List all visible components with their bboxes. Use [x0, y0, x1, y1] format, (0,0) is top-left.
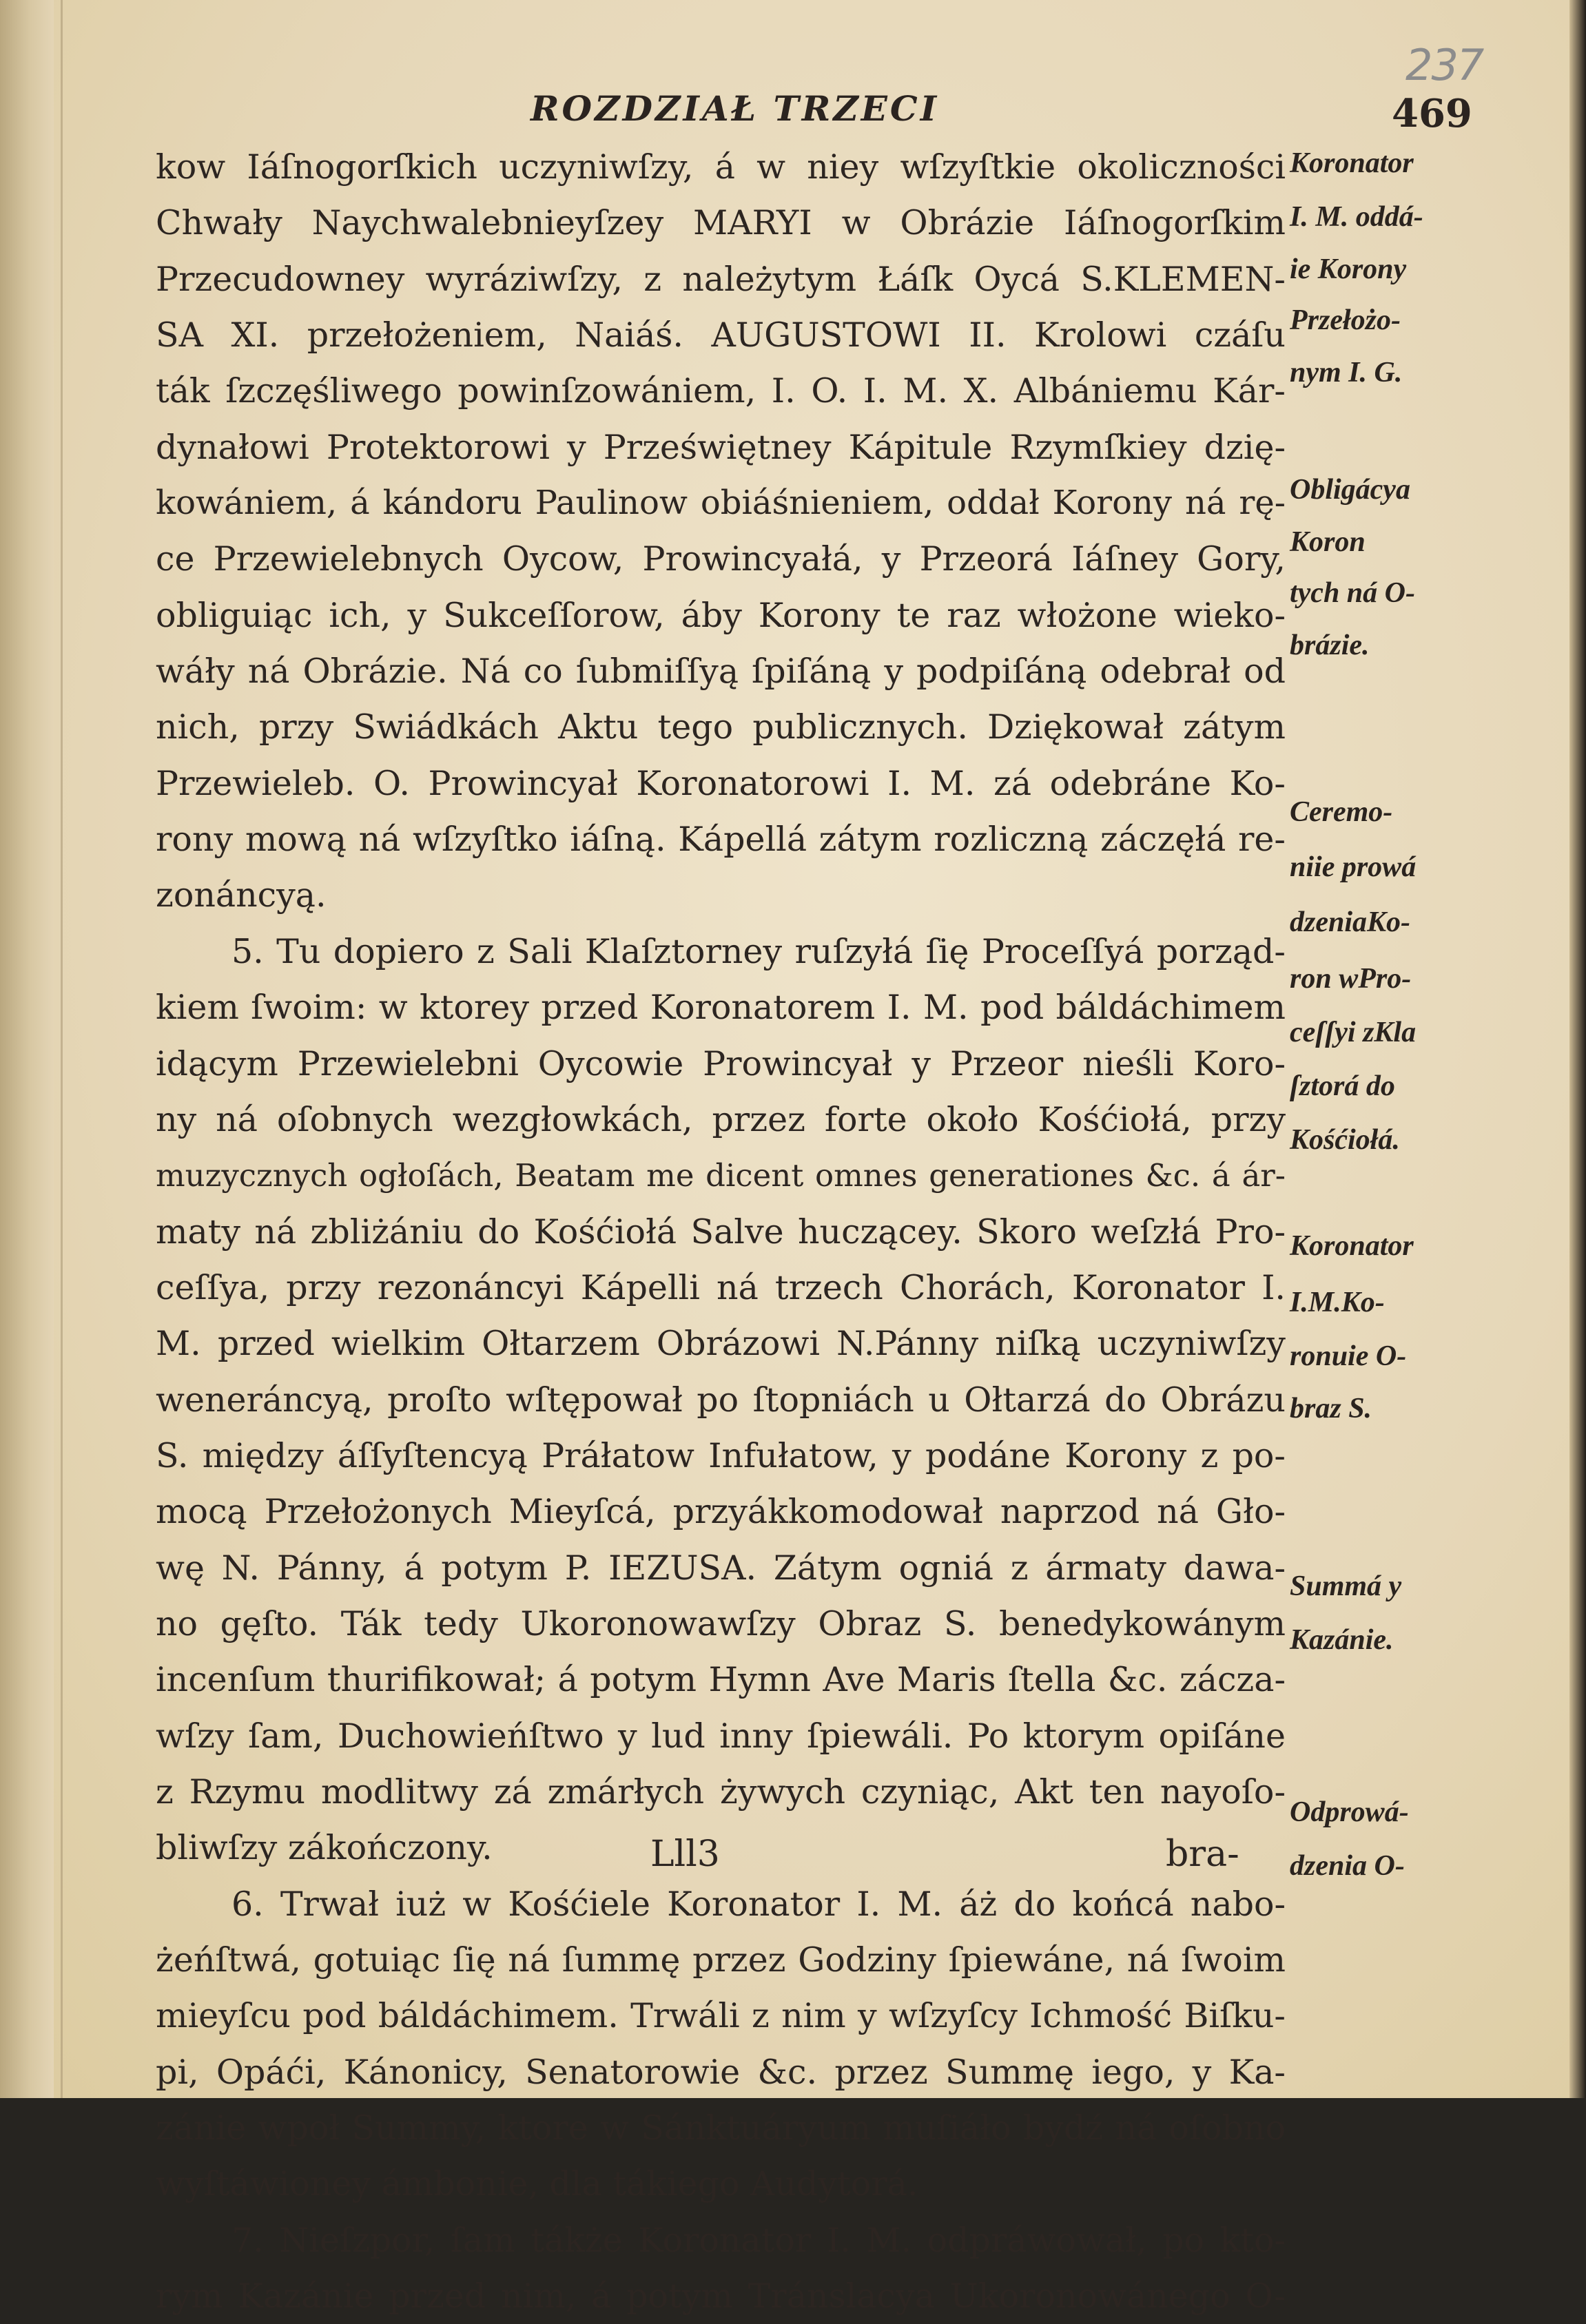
text-line: z Rzymu modlitwy zá zmárłych żywych czyniąc, Akt ten nayoſo- [156, 1772, 1286, 1812]
text-line: maty ná zbliżániu do Kośćiołá Salve huczącey. Skoro weſzłá Pro- [156, 1212, 1286, 1252]
text-line: obliguiąc ich, y Sukceſſorow, áby Korony te raz włożone wieko- [156, 595, 1286, 635]
margin-note: tych ná O- [1290, 577, 1415, 609]
text-line: wę N. Pánny, á potym P. IEZUSA. Zátym ogniá z ármaty dawa- [156, 1548, 1286, 1588]
text-line: SA XI. przełożeniem, Naiáś. AUGUSTOWI II. Krolowi czáſu [156, 315, 1286, 355]
margin-note: dzenia O- [1290, 1850, 1405, 1882]
margin-note: Kośćiołá. [1290, 1124, 1400, 1156]
text-line: Przecudowney wyráziwſzy, z należytym Łáſk Oycá S.KLEMEN- [156, 259, 1286, 299]
running-head: ROZDZIAŁ TRZECI [531, 88, 940, 129]
pencil-folio-number: 237 [1405, 40, 1483, 90]
text-line: idącym Przewielebni Oycowie Prowincyał y Przeor nieśli Koro- [156, 1044, 1286, 1083]
text-line: weneráncyą, proſto wſtępował po ſtopniách u Ołtarzá do Obrázu [156, 1380, 1286, 1420]
gutter-line [61, 0, 63, 2098]
text-line: dynałowi Protektorowi y Przeświętney Kápitule Rzymſkiey dzię- [156, 427, 1286, 467]
text-line: kiem ſwoim: w ktorey przed Koronatorem I. M. pod báldáchimem [156, 988, 1286, 1028]
text-line: wſzy ſam, Duchowieńſtwo y lud inny ſpiewáli. Po ktorym opiſáne [156, 1716, 1286, 1756]
text-line: Przewieleb. O. Prowincyał Koronatorowi I. M. zá odebráne Ko- [156, 763, 1286, 803]
text-line: M. przed wielkim Ołtarzem Obrázowi N.Pánny niſką uczyniwſzy [156, 1324, 1286, 1364]
margin-note: ronuie O- [1290, 1340, 1407, 1372]
paragraph-7-start: 7. Nieſzpor, ſam tákże Koronator I. M. odpráwował, po kto- [231, 2220, 1286, 2260]
margin-note: ſztorá do [1290, 1070, 1395, 1102]
signature-mark: Lll3 [650, 1834, 720, 1875]
margin-note: Ceremo- [1290, 796, 1393, 828]
margin-note: braz S. [1290, 1393, 1372, 1424]
text-line: Chwały Naychwalebnieyſzey MARYI w Obrázie Iáſnogorſkim [156, 203, 1286, 243]
margin-note: I.M.Ko- [1290, 1287, 1385, 1318]
text-line: rym Kazánie przed nim, á potym Tránslacya Ukoronowánego O- [156, 2276, 1286, 2316]
text-line: kowániem, á kándoru Paulinow obiáśnieniem, oddał Korony ná rę- [156, 484, 1286, 523]
text-line: rony mową ná wſzyſtko iáſną. Kápellá zátym rozliczną záczęłá re- [156, 820, 1286, 860]
margin-note: Kazánie. [1290, 1624, 1394, 1656]
paragraph-6-start: 6. Trwał iuż w Kośćiele Koronator I. M. áż do końcá nabo- [231, 1884, 1286, 1924]
text-line: zánie wpoł Summy, ktore w Sánktuáryum muſiáło bydź ná oſobno [156, 2108, 1286, 2148]
text-line: incenſum thurifikował; á potym Hymn Ave Maris ſtella &c. zácza- [156, 1660, 1286, 1700]
margin-note: I. M. oddá- [1290, 201, 1423, 233]
text-line: żeńſtwá, gotuiąc ſię ná ſummę przez Godziny ſpiewáne, ná ſwoim [156, 1940, 1286, 1980]
text-line: nich, przy Swiádkách Aktu tego publicznych. Dziękował zátym [156, 707, 1286, 747]
margin-note: Obligácya [1290, 474, 1410, 506]
margin-note: Odprowá- [1290, 1796, 1409, 1828]
margin-note: dzeniaKo- [1290, 906, 1411, 938]
margin-note: brázie. [1290, 630, 1370, 661]
text-line: S. między áſſyſtencyą Práłatow Infułatow, y podáne Korony z po- [156, 1435, 1286, 1475]
text-line: mocą Przełożonych Mieyſcá, przyákkomodował naprzod ná Gło- [156, 1492, 1286, 1532]
margin-note: Koron [1290, 526, 1366, 558]
page-number: 469 [1392, 91, 1472, 136]
main-text [156, 139, 1286, 2324]
page-edge-shadow [1569, 0, 1586, 2098]
margin-note: ron wPro- [1290, 963, 1412, 995]
text-line: ceſſya, przy rezonáncyi Kápelli ná trzech Chorách, Koronator I. [156, 1267, 1286, 1307]
margin-note: ceſſyi zKla [1290, 1017, 1417, 1048]
margin-note: ie Korony [1290, 253, 1407, 285]
paragraph-5-start: 5. Tu dopiero z Sali Klaſztorney ruſzyłá ſię Proceſſyá porząd- [231, 931, 1286, 971]
text-line: ny ná oſobnych wezgłowkách, przez forte około Kośćiołá, przy [156, 1099, 1286, 1139]
margin-note: Summá y [1290, 1570, 1402, 1602]
margin-note: Przełożo- [1290, 304, 1401, 336]
page-binding [0, 0, 54, 2098]
text-line: wáły ná Obrázie. Ná co ſubmiſſyą ſpiſáną y podpiſáną odebrał od [156, 652, 1286, 692]
text-line: no gęſto. Ták tedy Ukoronowawſzy Obraz S. benedykowánym [156, 1604, 1286, 1643]
text-line: muzycznych ogłoſách, Beatam me dicent omnes generationes &c. á ár- [156, 1157, 1286, 1194]
margin-note: nym I. G. [1290, 357, 1403, 388]
margin-note: niie prowá [1290, 851, 1417, 883]
text-line: zonáncyą. [156, 875, 327, 915]
text-line: pi, Opáći, Kánonicy, Senatorowie &c. przez Summę iego, y Ka- [156, 2052, 1286, 2092]
text-line: bliwſzy zákończony. [156, 1828, 493, 1868]
catchword: bra- [1166, 1834, 1239, 1875]
margin-note: Koronator [1290, 1230, 1414, 1262]
text-line: ták ſzczęśliwego powinſzowániem, I. O. I. M. X. Albániemu Kár- [156, 371, 1286, 411]
text-line: ce Przewielebnych Oycow, Prowincyałá, y Przeorá Iáſney Gory, [156, 539, 1286, 579]
text-line: kow Iáſnogorſkich uczyniwſzy, á w niey wſzyſtkie okoliczności [156, 147, 1286, 187]
text-line: mieyſcu pod báldáchimem. Trwáli z nim y wſzyſcy Ichmość Biſku- [156, 1996, 1286, 2036]
margin-note: Koronator [1290, 147, 1414, 179]
text-line: wyſtáwioney ámbonie, dla tákiego Audytorá. [156, 2164, 918, 2204]
